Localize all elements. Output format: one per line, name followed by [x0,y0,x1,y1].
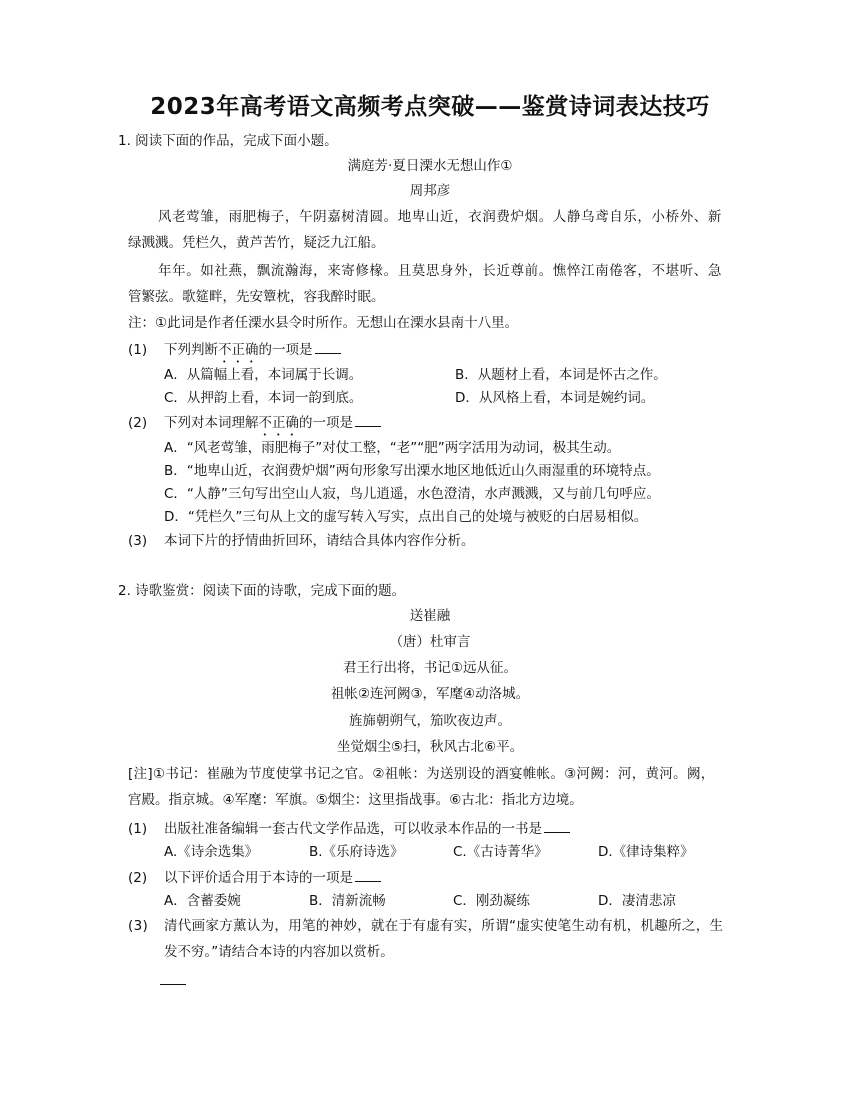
q2-poem-line4: 坐觉烟尘⑤扫，秋风古北⑥平。 [336,739,524,755]
q2-sub2-option-c: C．刚劲凝练 [453,893,530,909]
q1-para1-line1: 风老莺雏，雨肥梅子，午阴嘉树清圆。地卑山近，衣润费炉烟。人静乌鸢自乐，小桥外、新 [158,209,722,225]
q2-sub1-option-b: B.《乐府诗选》 [309,844,404,860]
q1-sub2-option-a: A．“风老莺雏，雨肥梅子”对仗工整，“老”“肥”两字活用为动词，极其生动。 [164,440,621,456]
q1-para1-line2: 绿溅溅。凭栏久，黄芦苦竹，疑泛九江船。 [128,235,385,251]
q2-poem-line3: 旌旆朝朔气，笳吹夜边声。 [349,713,511,729]
q2-sub2-number: (2) [128,870,148,886]
q2-sub1 [128,818,570,838]
q2-sub1-text: 出版社准备编辑一套古代文学作品选，可以收录本作品的一书是 [164,821,542,837]
q2-sub1-option-c: C.《古诗菁华》 [453,844,548,860]
q2-note-line2: 宫殿。指京城。④军麾：军旗。⑤烟尘：这里指战事。⑥古北：指北方边境。 [128,792,583,808]
q2-poem-line2: 祖帐②连河阙③，军麾④动洛城。 [330,686,530,702]
q1-sub2 [128,412,381,439]
q1-sub3-text: 本词下片的抒情曲折回环，请结合具体内容作分析。 [164,533,475,549]
q2-sub3-text-line1: 清代画家方薰认为，用笔的神妙，就在于有虚有实，所谓“虚实使笔生动有机，机趣所之，生 [164,918,724,934]
answer-blank[interactable] [160,970,186,985]
q2-sub2 [128,867,381,887]
q1-sub1-text-pre: 下列判断 [164,342,218,358]
q1-sub2-text-post: 的一项是 [299,415,353,431]
q1-sub1-number: (1) [128,342,148,358]
q2-sub3-answer [160,970,186,990]
q2-poem-author: （唐）杜审言 [389,634,471,650]
q2-sub1-option-a: A.《诗余选集》 [164,844,259,860]
q2-sub2-text: 以下评价适合用于本诗的一项是 [164,870,353,886]
q1-sub2-option-b: B．“地卑山近，衣润费炉烟”两句形象写出溧水地区地低近山久雨湿重的环境特点。 [164,463,660,479]
q1-para2-line1: 年年。如社燕，飘流瀚海，来寄修椽。且莫思身外，长近尊前。憔悴江南倦客，不堪听、急 [158,263,722,279]
q2-sub1-number: (1) [128,821,148,837]
q2-note-line1: [注]①书记：崔融为节度使掌书记之官。②祖帐：为送别设的酒宴帷帐。③河阙：河，黄河。阙， [128,766,715,782]
q2-poem-line1: 君王行出将，书记①远从征。 [342,660,518,676]
q1-poem-author: 周邦彦 [409,183,451,199]
answer-blank[interactable] [355,412,381,427]
q1-poem-title: 满庭芳·夏日溧水无想山作① [347,158,513,174]
q1-sub2-option-d: D．“凭栏久”三句从上文的虚写转入写实，点出自己的处境与被贬的白居易相似。 [164,509,648,525]
q2-sub1-option-d: D.《律诗集粹》 [598,844,694,860]
q1-sub3 [128,532,475,550]
q1-sub1-text-post: 的一项是 [258,342,313,358]
q2-intro: 2. 诗歌鉴赏：阅读下面的诗歌，完成下面的题。 [118,583,406,599]
q1-sub2-number: (2) [128,415,148,431]
q1-sub1-option-d: D．从风格上看，本词是婉约词。 [455,390,655,406]
q1-sub1-option-c: C．从押韵上看，本词一韵到底。 [164,390,363,406]
q2-sub2-option-b: B．清新流畅 [309,893,386,909]
q2-sub3-text-line2: 发不穷。”请结合本诗的内容加以赏析。 [164,944,394,960]
document-title: 2023年高考语文高频考点突破——鉴赏诗词表达技巧 [150,94,710,120]
q1-sub2-emphasis: 不正确 [258,415,299,431]
q1-sub1-option-b: B．从题材上看，本词是怀古之作。 [455,367,667,383]
q1-sub3-number: (3) [128,533,148,549]
q1-sub2-option-c: C．“人静”三句写出空山人寂，鸟儿逍遥，水色澄清，水声溅溅，又与前几句呼应。 [164,486,660,502]
q2-poem-title: 送崔融 [409,608,451,624]
q2-sub3 [128,917,723,935]
q1-sub1-emphasis: 不正确 [218,342,259,358]
q1-note: 注：①此词是作者任溧水县令时所作。无想山在溧水县南十八里。 [128,315,519,331]
answer-blank[interactable] [544,818,570,833]
q2-sub3-number: (3) [128,918,149,934]
q1-para2-line2: 管繁弦。歌筵畔，先安簟枕，容我醉时眠。 [128,289,385,305]
answer-blank[interactable] [355,867,381,882]
q1-sub2-text-pre: 下列对本词理解 [164,415,259,431]
q1-sub1-option-a: A．从篇幅上看，本词属于长调。 [164,367,363,383]
answer-blank[interactable] [315,339,341,354]
q1-sub1 [128,339,341,366]
q2-sub2-option-d: D．凄清悲凉 [598,893,676,909]
q2-sub2-option-a: A．含蓄委婉 [164,893,241,909]
q1-intro: 1. 阅读下面的作品，完成下面小题。 [118,133,338,149]
